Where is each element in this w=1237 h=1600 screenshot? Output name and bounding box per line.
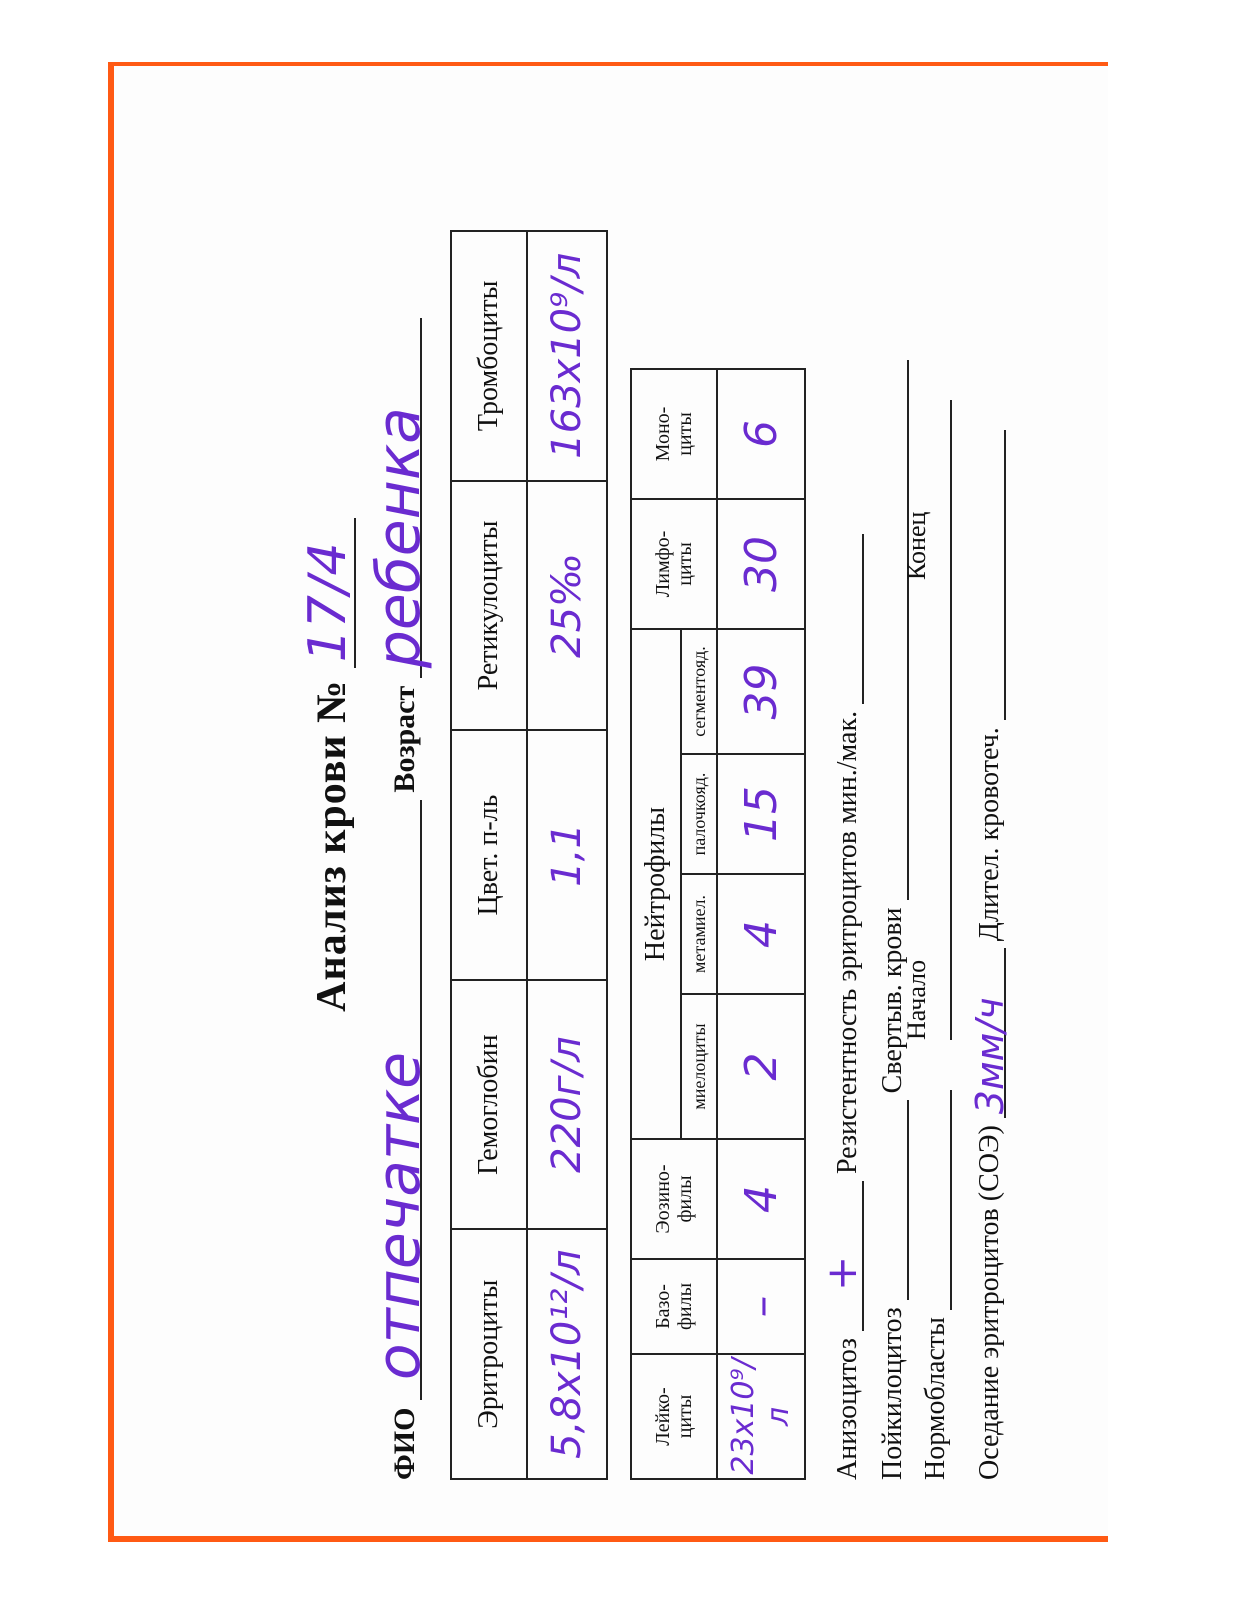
fio-field xyxy=(364,800,434,1400)
value-band: 15 xyxy=(717,754,805,874)
patient-line xyxy=(364,318,434,1480)
value-metamyelocytes: 4 xyxy=(717,874,805,994)
header-eosinophils: Эозино- филы xyxy=(631,1139,717,1259)
value-color-index: 1,1 xyxy=(527,730,607,980)
header-myelocytes: миелоциты xyxy=(681,994,717,1139)
value-lymphocytes: 30 xyxy=(717,499,805,629)
esr-line xyxy=(968,430,1012,1480)
value-eosinophils: 4 xyxy=(717,1139,805,1259)
resistance-label: Резистентность эритроцитов мин./мак. xyxy=(832,710,863,1175)
leukocyte-formula-table xyxy=(630,368,806,1480)
header-monocytes: Моно- циты xyxy=(631,369,717,499)
analysis-number-field xyxy=(298,518,358,668)
header-band: палочкояд. xyxy=(681,754,717,874)
erythrocyte-table xyxy=(450,230,608,1480)
header-leukocytes: Лейко- циты xyxy=(631,1354,717,1479)
coag-time-field xyxy=(934,400,952,1040)
age-label: Возраст xyxy=(388,685,421,793)
normoblasts-label: Нормобласты xyxy=(920,1317,951,1480)
table1-value-row xyxy=(527,231,607,1479)
header-erythrocytes: Эритроциты xyxy=(451,1229,527,1479)
blood-analysis-form xyxy=(300,50,1080,1480)
value-platelets: 163x10⁹/л xyxy=(527,231,607,481)
header-reticulocytes: Ретикулоциты xyxy=(451,481,527,731)
header-platelets: Тромбоциты xyxy=(451,231,527,481)
anisocytosis-line xyxy=(817,534,866,1480)
age-value: ребенка xyxy=(364,407,434,669)
anisocytosis-value: + xyxy=(817,1255,866,1292)
bleeding-time-field xyxy=(972,430,1006,720)
poikilocytosis-label: Пойкилоцитоз xyxy=(877,1307,908,1480)
bleeding-time-label: Длител. кровотеч. xyxy=(974,727,1005,942)
poikilocytosis-field xyxy=(875,1100,909,1300)
table1-header-row xyxy=(451,231,527,1479)
esr-field xyxy=(968,948,1012,1118)
value-segmented: 39 xyxy=(717,629,805,754)
coagulation-field xyxy=(875,360,909,900)
header-neutrophils: Нейтрофилы xyxy=(631,629,681,1139)
fio-value: отпечатке xyxy=(364,1051,434,1381)
age-field xyxy=(364,318,434,678)
header-basophils: Базо- филы xyxy=(631,1259,717,1354)
value-hemoglobin: 220г/л xyxy=(527,980,607,1230)
fio-label: ФИО xyxy=(388,1407,421,1480)
esr-value: 3мм/ч xyxy=(968,997,1012,1115)
value-reticulocytes: 25‰ xyxy=(527,481,607,731)
coag-end-label: Конец xyxy=(902,511,931,580)
header-metamyelocytes: метамиел. xyxy=(681,874,717,994)
table2-header-row-1 xyxy=(631,369,681,1479)
resistance-field xyxy=(830,534,864,704)
coagulation-label: Свертыв. крови xyxy=(877,907,908,1094)
table2-value-row xyxy=(717,369,805,1479)
normoblasts-field xyxy=(918,1090,952,1310)
coag-start-label: Начало xyxy=(902,959,931,1040)
value-leukocytes: 23x10⁹/л xyxy=(717,1354,805,1479)
title-prefix: Анализ крови № xyxy=(309,679,355,1012)
header-color-index: Цвет. п-ль xyxy=(451,730,527,980)
form-title xyxy=(298,50,358,1480)
anisocytosis-field xyxy=(817,1181,866,1331)
esr-label: Оседание эритроцитов (СОЭ) xyxy=(974,1125,1005,1480)
anisocytosis-label: Анизоцитоз xyxy=(832,1338,863,1480)
value-erythrocytes: 5,8x10¹²/л xyxy=(527,1229,607,1479)
header-segmented: сегментояд. xyxy=(681,629,717,754)
value-myelocytes: 2 xyxy=(717,994,805,1139)
value-basophils: – xyxy=(717,1259,805,1354)
analysis-number: 17/4 xyxy=(298,541,358,663)
value-monocytes: 6 xyxy=(717,369,805,499)
header-lymphocytes: Лимфо- циты xyxy=(631,499,717,629)
header-hemoglobin: Гемоглобин xyxy=(451,980,527,1230)
